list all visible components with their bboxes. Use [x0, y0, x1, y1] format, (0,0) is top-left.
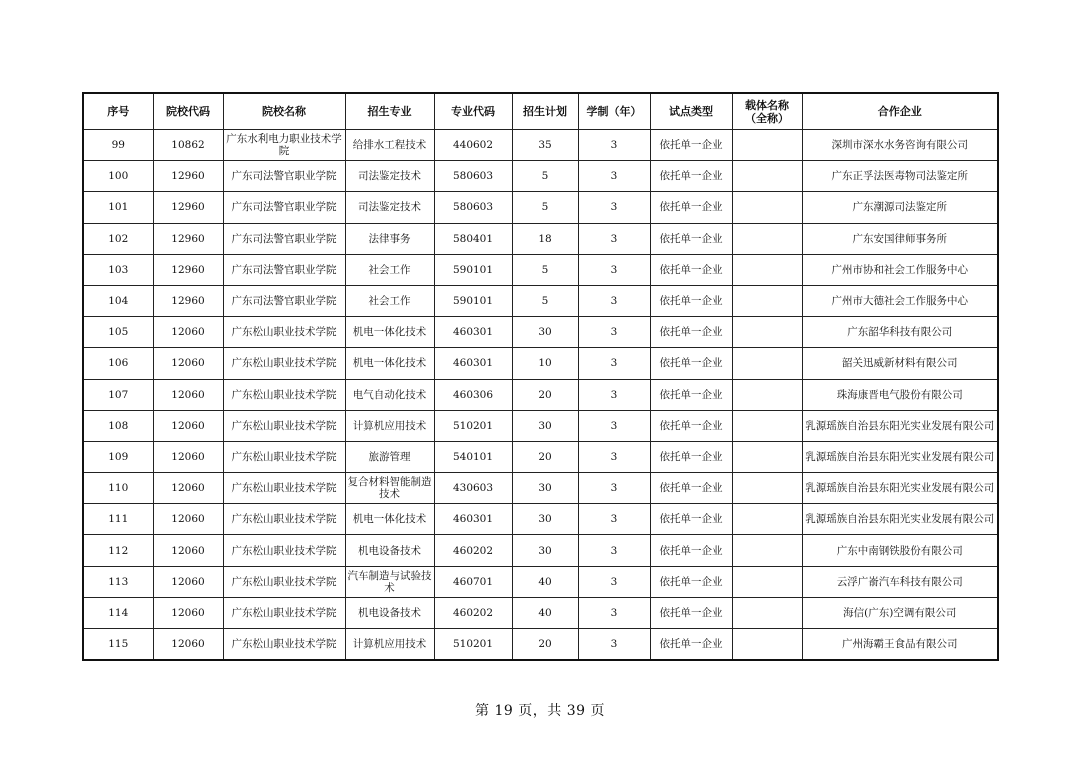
table-cell: 30	[512, 317, 578, 348]
table-cell: 依托单一企业	[650, 317, 732, 348]
table-cell: 12060	[153, 410, 223, 441]
table-cell: 3	[578, 254, 650, 285]
table-cell: 法律事务	[345, 223, 434, 254]
table-cell: 广州海霸王食品有限公司	[802, 629, 998, 661]
table-body	[83, 130, 998, 661]
table-cell: 3	[578, 223, 650, 254]
table-cell: 12060	[153, 566, 223, 597]
table-cell: 3	[578, 597, 650, 628]
table-cell: 机电设备技术	[345, 597, 434, 628]
table-cell: 510201	[434, 410, 512, 441]
table-cell: 12060	[153, 441, 223, 472]
table-cell: 12060	[153, 504, 223, 535]
table-row	[83, 410, 998, 441]
table-cell: 依托单一企业	[650, 629, 732, 661]
table-cell: 12960	[153, 254, 223, 285]
table-cell: 3	[578, 629, 650, 661]
table-cell: 5	[512, 161, 578, 192]
table-cell: 30	[512, 504, 578, 535]
table-cell: 12060	[153, 629, 223, 661]
table-cell: 依托单一企业	[650, 504, 732, 535]
table-cell	[732, 379, 802, 410]
table-cell: 韶关迅威新材料有限公司	[802, 348, 998, 379]
table-cell: 广东松山职业技术学院	[223, 597, 345, 628]
table-cell: 12060	[153, 473, 223, 504]
table-cell: 105	[83, 317, 153, 348]
table-row	[83, 348, 998, 379]
table-cell	[732, 535, 802, 566]
table-cell: 108	[83, 410, 153, 441]
table-row	[83, 473, 998, 504]
table-row	[83, 317, 998, 348]
table-cell: 乳源瑶族自治县东阳光实业发展有限公司	[802, 410, 998, 441]
table-cell: 102	[83, 223, 153, 254]
table-cell: 10862	[153, 130, 223, 161]
table-cell: 云浮广嵛汽车科技有限公司	[802, 566, 998, 597]
table-cell: 440602	[434, 130, 512, 161]
table-row	[83, 597, 998, 628]
table-cell: 依托单一企业	[650, 535, 732, 566]
table-cell: 40	[512, 597, 578, 628]
table-cell: 580401	[434, 223, 512, 254]
table-cell: 106	[83, 348, 153, 379]
table-cell: 广东松山职业技术学院	[223, 348, 345, 379]
table-cell	[732, 597, 802, 628]
column-header: 招生计划	[512, 93, 578, 130]
table-cell: 12060	[153, 535, 223, 566]
table-cell: 司法鉴定技术	[345, 161, 434, 192]
table-cell: 20	[512, 441, 578, 472]
table-cell: 依托单一企业	[650, 161, 732, 192]
table-cell: 深圳市深水水务咨询有限公司	[802, 130, 998, 161]
table-cell: 复合材料智能制造技术	[345, 473, 434, 504]
table-cell: 3	[578, 566, 650, 597]
table-cell: 12960	[153, 161, 223, 192]
table-cell: 广东韶华科技有限公司	[802, 317, 998, 348]
table-cell: 5	[512, 285, 578, 316]
column-header: 院校代码	[153, 93, 223, 130]
table-cell: 广东松山职业技术学院	[223, 441, 345, 472]
table-cell: 机电设备技术	[345, 535, 434, 566]
data-table-container	[82, 92, 997, 661]
table-cell	[732, 161, 802, 192]
table-cell: 广东司法警官职业学院	[223, 192, 345, 223]
table-cell	[732, 317, 802, 348]
table-cell	[732, 348, 802, 379]
table-cell: 113	[83, 566, 153, 597]
column-header: 合作企业	[802, 93, 998, 130]
table-cell: 给排水工程技术	[345, 130, 434, 161]
table-cell: 460701	[434, 566, 512, 597]
table-cell: 112	[83, 535, 153, 566]
table-row	[83, 285, 998, 316]
table-row	[83, 161, 998, 192]
column-header: 载体名称（全称）	[732, 93, 802, 130]
table-cell: 104	[83, 285, 153, 316]
table-cell: 3	[578, 317, 650, 348]
table-cell: 汽车制造与试验技术	[345, 566, 434, 597]
table-cell: 依托单一企业	[650, 223, 732, 254]
table-cell: 510201	[434, 629, 512, 661]
table-cell: 海信(广东)空调有限公司	[802, 597, 998, 628]
table-cell: 40	[512, 566, 578, 597]
table-cell: 460202	[434, 535, 512, 566]
table-cell: 广东松山职业技术学院	[223, 379, 345, 410]
table-cell: 5	[512, 254, 578, 285]
table-cell: 广州市协和社会工作服务中心	[802, 254, 998, 285]
column-header: 试点类型	[650, 93, 732, 130]
table-cell: 3	[578, 473, 650, 504]
column-header: 专业代码	[434, 93, 512, 130]
table-cell: 12060	[153, 348, 223, 379]
table-cell: 3	[578, 285, 650, 316]
table-cell: 110	[83, 473, 153, 504]
table-cell: 广东松山职业技术学院	[223, 410, 345, 441]
table-cell: 依托单一企业	[650, 285, 732, 316]
table-cell: 旅游管理	[345, 441, 434, 472]
table-cell: 依托单一企业	[650, 566, 732, 597]
table-cell	[732, 130, 802, 161]
table-cell: 101	[83, 192, 153, 223]
table-row	[83, 566, 998, 597]
table-cell: 乳源瑶族自治县东阳光实业发展有限公司	[802, 441, 998, 472]
table-cell: 广东司法警官职业学院	[223, 285, 345, 316]
table-cell: 3	[578, 504, 650, 535]
table-cell: 580603	[434, 192, 512, 223]
table-cell: 乳源瑶族自治县东阳光实业发展有限公司	[802, 473, 998, 504]
table-cell: 广东水利电力职业技术学院	[223, 130, 345, 161]
table-cell: 3	[578, 410, 650, 441]
table-cell	[732, 441, 802, 472]
table-cell: 依托单一企业	[650, 441, 732, 472]
table-row	[83, 629, 998, 661]
table-cell: 依托单一企业	[650, 473, 732, 504]
table-cell: 12960	[153, 285, 223, 316]
table-cell: 12060	[153, 597, 223, 628]
table-cell: 460306	[434, 379, 512, 410]
table-cell: 依托单一企业	[650, 597, 732, 628]
table-cell: 430603	[434, 473, 512, 504]
table-cell: 103	[83, 254, 153, 285]
table-cell: 机电一体化技术	[345, 348, 434, 379]
table-cell: 12060	[153, 379, 223, 410]
table-cell: 460301	[434, 504, 512, 535]
table-cell: 115	[83, 629, 153, 661]
table-cell: 广东潮源司法鉴定所	[802, 192, 998, 223]
data-table	[82, 92, 999, 661]
table-cell	[732, 566, 802, 597]
table-cell: 12060	[153, 317, 223, 348]
table-cell: 460301	[434, 317, 512, 348]
table-cell: 司法鉴定技术	[345, 192, 434, 223]
table-header	[83, 93, 998, 130]
table-cell: 3	[578, 441, 650, 472]
table-cell: 30	[512, 410, 578, 441]
table-cell: 540101	[434, 441, 512, 472]
table-cell: 30	[512, 535, 578, 566]
table-cell: 460301	[434, 348, 512, 379]
header-row	[83, 93, 998, 130]
table-cell	[732, 254, 802, 285]
table-cell: 10	[512, 348, 578, 379]
table-cell	[732, 629, 802, 661]
table-cell: 乳源瑶族自治县东阳光实业发展有限公司	[802, 504, 998, 535]
table-cell: 590101	[434, 254, 512, 285]
table-cell: 广东松山职业技术学院	[223, 566, 345, 597]
table-row	[83, 441, 998, 472]
table-cell: 广州市大德社会工作服务中心	[802, 285, 998, 316]
table-row	[83, 379, 998, 410]
table-cell: 依托单一企业	[650, 410, 732, 441]
table-cell: 社会工作	[345, 254, 434, 285]
table-cell: 109	[83, 441, 153, 472]
column-header: 院校名称	[223, 93, 345, 130]
table-cell: 114	[83, 597, 153, 628]
table-cell	[732, 410, 802, 441]
table-cell: 机电一体化技术	[345, 504, 434, 535]
table-cell: 广东司法警官职业学院	[223, 254, 345, 285]
table-cell: 广东司法警官职业学院	[223, 223, 345, 254]
table-cell: 广东松山职业技术学院	[223, 317, 345, 348]
table-cell	[732, 192, 802, 223]
table-row	[83, 192, 998, 223]
table-cell: 广东中南钢铁股份有限公司	[802, 535, 998, 566]
table-cell: 依托单一企业	[650, 379, 732, 410]
table-cell: 107	[83, 379, 153, 410]
table-cell: 计算机应用技术	[345, 410, 434, 441]
table-cell: 3	[578, 192, 650, 223]
table-cell: 3	[578, 379, 650, 410]
table-cell: 广东松山职业技术学院	[223, 504, 345, 535]
table-cell: 电气自动化技术	[345, 379, 434, 410]
table-cell: 20	[512, 629, 578, 661]
table-cell: 20	[512, 379, 578, 410]
table-cell: 依托单一企业	[650, 130, 732, 161]
table-cell: 3	[578, 130, 650, 161]
table-cell: 590101	[434, 285, 512, 316]
table-cell: 珠海康晋电气股份有限公司	[802, 379, 998, 410]
column-header: 序号	[83, 93, 153, 130]
table-cell	[732, 285, 802, 316]
table-cell: 3	[578, 161, 650, 192]
table-row	[83, 254, 998, 285]
table-cell: 35	[512, 130, 578, 161]
table-cell: 广东正孚法医毒物司法鉴定所	[802, 161, 998, 192]
table-row	[83, 223, 998, 254]
table-row	[83, 130, 998, 161]
table-cell: 计算机应用技术	[345, 629, 434, 661]
column-header: 招生专业	[345, 93, 434, 130]
table-cell: 社会工作	[345, 285, 434, 316]
table-cell: 30	[512, 473, 578, 504]
table-cell: 12960	[153, 192, 223, 223]
table-cell: 依托单一企业	[650, 348, 732, 379]
table-cell: 广东司法警官职业学院	[223, 161, 345, 192]
table-cell: 机电一体化技术	[345, 317, 434, 348]
table-cell	[732, 504, 802, 535]
table-cell: 99	[83, 130, 153, 161]
table-cell: 3	[578, 348, 650, 379]
table-cell: 广东松山职业技术学院	[223, 473, 345, 504]
table-cell: 广东松山职业技术学院	[223, 535, 345, 566]
table-cell: 18	[512, 223, 578, 254]
table-cell: 3	[578, 535, 650, 566]
table-cell	[732, 223, 802, 254]
table-cell: 依托单一企业	[650, 192, 732, 223]
column-header: 学制（年）	[578, 93, 650, 130]
table-row	[83, 535, 998, 566]
table-cell	[732, 473, 802, 504]
table-row	[83, 504, 998, 535]
table-cell: 广东安国律师事务所	[802, 223, 998, 254]
table-cell: 100	[83, 161, 153, 192]
table-cell: 12960	[153, 223, 223, 254]
table-cell: 460202	[434, 597, 512, 628]
table-cell: 580603	[434, 161, 512, 192]
table-cell: 广东松山职业技术学院	[223, 629, 345, 661]
table-cell: 依托单一企业	[650, 254, 732, 285]
page-number: 第 19 页，共 39 页	[475, 703, 605, 719]
table-cell: 5	[512, 192, 578, 223]
table-cell: 111	[83, 504, 153, 535]
